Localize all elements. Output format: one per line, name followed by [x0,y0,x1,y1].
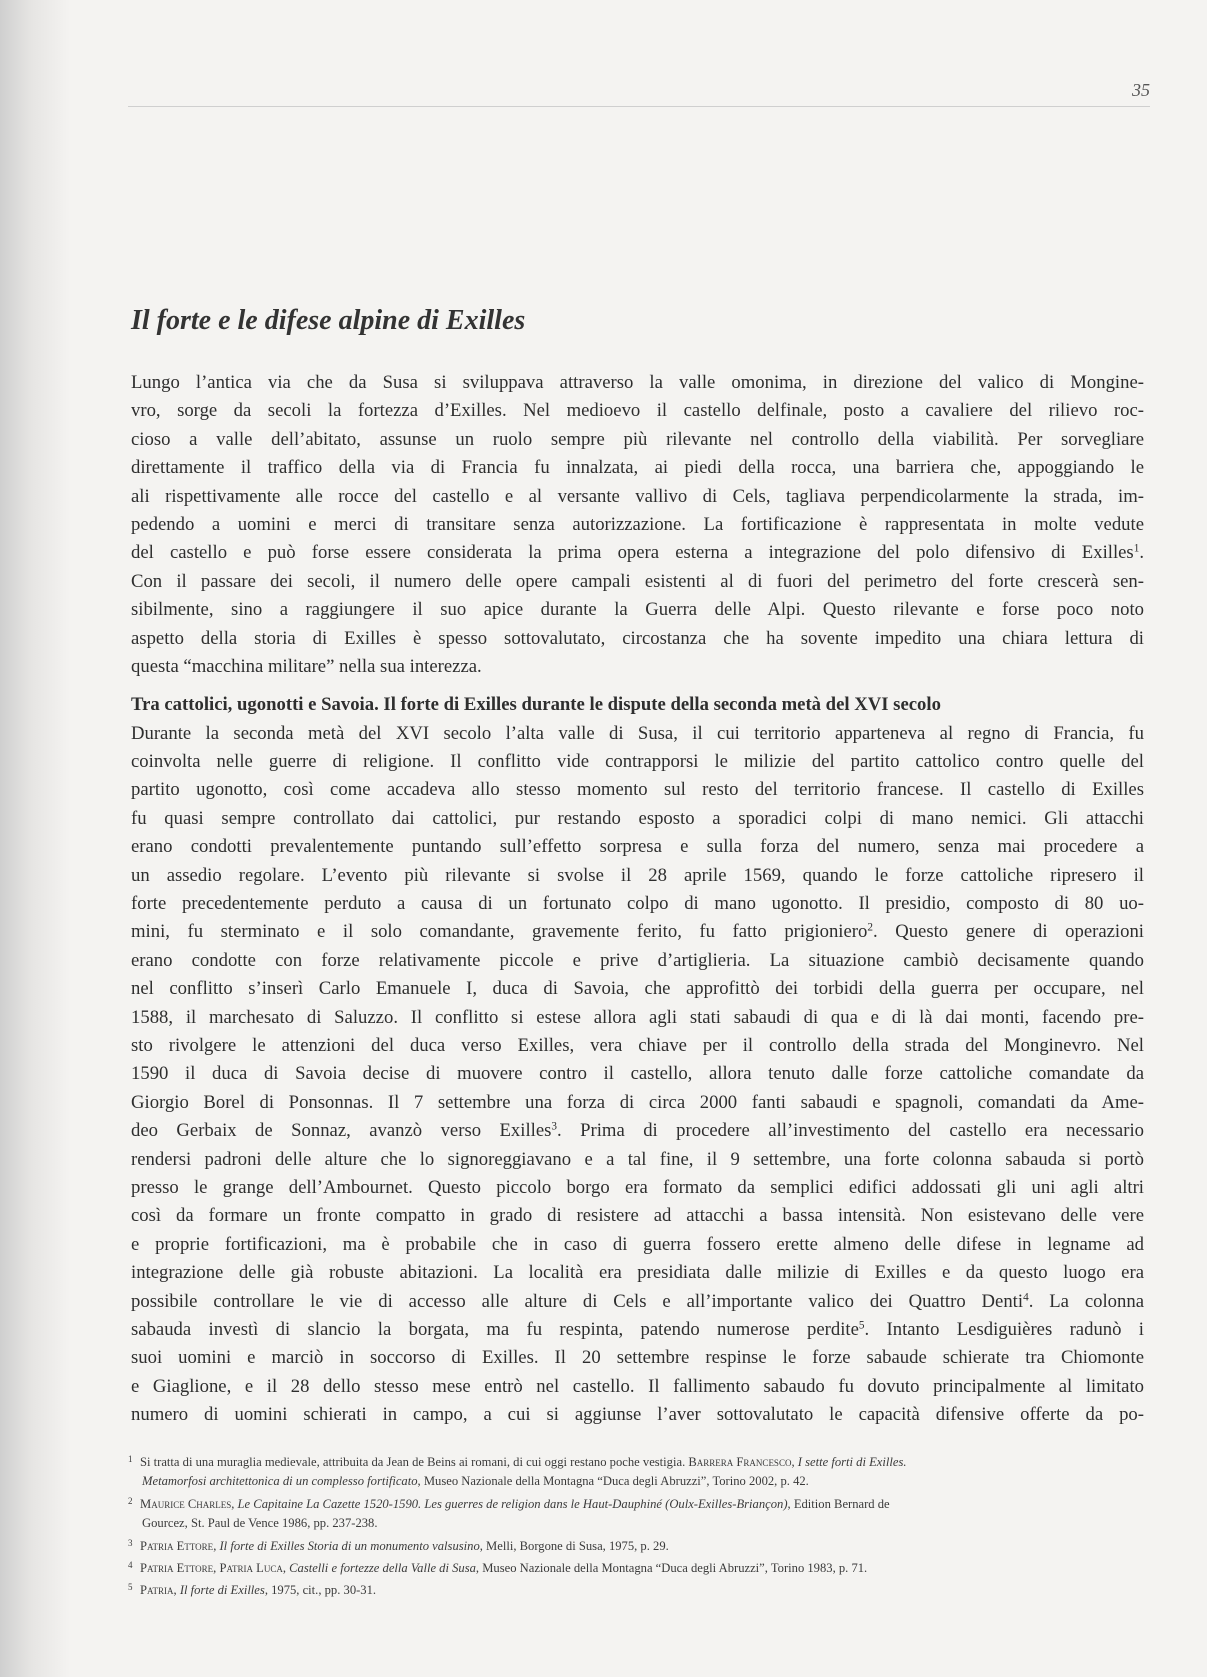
section-line: fu quasi sempre controllato dai cattolici, pur restando esposto a sporadici colpi di mano nemici. Gli attacchi [131,807,1144,829]
footnote-mark: 2 [128,1495,133,1506]
section-line: coinvolta nelle guerre di religione. Il conflitto vide contrapporsi le milizie del partito cattolico contro quelle del [131,751,1144,773]
footnote-title: Le Capitaine La Cazette 1520-1590. Les guerres de religion dans le Haut-Dauphiné (Oulx-Exilles-Briançon) [237,1496,788,1511]
footnote-mark: 4 [128,1560,133,1571]
footnote-text: , 1975, cit., pp. 30-31. [264,1583,377,1598]
footnote-4 [128,1556,1146,1578]
footnote-mark: 3 [128,1537,133,1548]
footnote-2 [128,1492,1146,1514]
footnote-title: Castelli e fortezze della Valle di Susa [289,1561,476,1576]
footnote-ref: 3 [551,1120,558,1133]
section-line-with-note [131,1316,1144,1344]
section-line-text: . La colonna [1028,1290,1144,1312]
section-line: e Giaglione, e il 28 dello stesso mese entrò nel castello. Il fallimento sabaudo fu dovuto principalmente al limitato [131,1375,1144,1397]
section-line: così da formare un fronte compatto in grado di resistere ad attacchi a bassa intensità. Non esistevano delle vere [131,1205,1144,1227]
section-heading: Tra cattolici, ugonotti e Savoia. Il forte di Exilles durante le dispute della seconda metà del XVI secolo [131,694,941,716]
footnote-ref: 4 [1023,1290,1029,1303]
section-line: presso le grange dell’Ambournet. Questo piccolo borgo era formato da semplici edifici addossati gli uni agli altri [131,1176,1144,1198]
footnotes [128,1450,1146,1601]
footnote-title: Il forte di Exilles Storia di un monumento valsusino [219,1538,480,1553]
intro-line-with-note: del castello e può forse essere considerata la prima opera esterna a integrazione del polo difensivo di Exilles$^1$. [131,542,1144,564]
section-line-text: mini, fu sterminato e il solo comandante, gravemente ferito, fu fatto prigioniero [131,921,868,943]
page-number: 35 [1132,80,1150,100]
footnote-text: Gourcez, St. Paul de Vence 1986, pp. 237-238. [142,1516,378,1531]
footnote-ref: 5 [858,1319,865,1332]
section-line: Durante la seconda metà del XVI secolo l’alta valle di Susa, il cui territorio apparteneva al regno di Francia, fu [131,722,1144,744]
footnote-sep: , [282,1561,290,1576]
footnote-mark: 5 [128,1582,133,1593]
footnote-text: , Museo Nazionale della Montagna “Duca degli Abruzzi”, Torino 1983, p. 71. [475,1561,868,1576]
intro-line: direttamente il traffico della via di Francia fu innalzata, ai piedi della rocca, una barriera che, appoggiando le [131,457,1144,479]
footnote-ref: 2 [867,921,873,934]
footnote-ref: 1 [1133,542,1140,555]
footnote-1-cont [128,1472,1146,1491]
section-line: erano condotti prevalentemente puntando sull’effetto sorpresa e sulla forza del numero, senza mai procedere a [131,836,1144,858]
section-line-with-note [131,918,1144,946]
intro-line: cioso a valle dell’abitato, assunse un ruolo sempre più rilevante nel controllo della viabilità. Per sorvegliare [131,428,1144,450]
page-edge-shadow [0,0,70,1677]
footnote-author: Patria Ettore, Patria Luca [140,1561,283,1576]
footnote-title: Il forte di Exilles [179,1583,265,1598]
body-text [131,369,1144,1429]
section-line: suoi uomini e marciò in soccorso di Exilles. Il 20 settembre respinse le forze sabaude schierate tra Chiomonte [131,1347,1144,1369]
section-line: 1590 il duca di Savoia decise di muovere contro il castello, allora tenuto dalle forze cattoliche comandate da [131,1063,1144,1085]
footnote-title: Metamorfosi architettonica di un complesso fortificato [142,1474,418,1489]
footnote-sep: , [791,1455,798,1469]
footnote-sep: , [173,1583,180,1598]
footnote-author: Barrera Francesco [688,1455,792,1469]
paragraph-gap [131,681,1144,691]
intro-line: sibilmente, sino a raggiungere il suo apice durante la Guerra delle Alpi. Questo rilevante e forse poco noto [131,599,1144,621]
footnote-sep: , [231,1496,238,1511]
section-line-with-note [131,1288,1144,1316]
section-line: nel conflitto s’inserì Carlo Emanuele I, duca di Savoia, che approfittò dei torbidi della guerra per occupare, nel [131,978,1144,1000]
section-line-text: sabauda investì di slancio la borgata, ma fu respinta, patendo numerose perdite [131,1318,859,1340]
section-line-text: deo Gerbaix de Sonnaz, avanzò verso Exilles [131,1120,552,1142]
footnote-2-cont [128,1514,1146,1533]
section-line: Giorgio Borel di Ponsonnas. Il 7 settembre una forza di circa 2000 fanti sabaudi e spagnoli, comandati da Ame- [131,1091,1144,1113]
footnote-text: Si tratta di una muraglia medievale, attribuita da Jean de Beins ai romani, di cui oggi restano poche vestigia. [140,1455,689,1469]
header-rule [128,106,1150,107]
section-line-text: . Intanto Lesdiguières radunò i [864,1318,1144,1340]
footnote-text: , Edition Bernard de [787,1496,890,1511]
section-line-text: . Prima di procedere all’investimento del castello era necessario [557,1120,1144,1142]
intro-line: Con il passare dei secoli, il numero delle opere campali esistenti al di fuori del perimetro del forte crescerà sen- [131,570,1144,592]
footnote-mark: 1 [128,1454,133,1464]
section-line: integrazione delle già robuste abitazioni. La località era presidiata dalle milizie di Exilles e da questo luogo era [131,1262,1144,1284]
footnote-5 [128,1578,1146,1600]
intro-line-text: del castello e può forse essere considerata la prima opera esterna a integrazione del polo difensivo di Exilles [131,542,1134,564]
section-line: e proprie fortificazioni, ma è probabile che in caso di guerra fossero erette almeno delle difese in legname ad [131,1233,1144,1255]
footnote-text: , Museo Nazionale della Montagna “Duca degli Abruzzi”, Torino 2002, p. 42. [417,1474,809,1489]
footnote-title: I sette forti di Exilles. [797,1455,907,1469]
footnote-author: Patria Ettore [140,1538,214,1553]
section-line: rendersi padroni delle alture che lo signoreggiavano e a tal fine, il 9 settembre, una forte colonna sabauda si portò [131,1148,1144,1170]
section-line-text: possibile controllare le vie di accesso alle alture di Cels e all’importante valico dei Quattro Denti [131,1290,1024,1312]
section-line: sto rivolgere le attenzioni del duca verso Exilles, vera chiave per il controllo della strada del Monginevro. Nel [131,1034,1144,1056]
section-line-with-note [131,1117,1144,1145]
footnote-1 [128,1450,1146,1472]
intro-line: pedendo a uomini e merci di transitare senza autorizzazione. La fortificazione è rappresentata in molte vedute [131,513,1144,535]
section-line: erano condotte con forze relativamente piccole e prive d’artiglieria. La situazione cambiò decisamente quando [131,949,1144,971]
footnote-3 [128,1534,1146,1556]
section-line: partito ugonotto, così come accadeva allo stesso momento sul resto del territorio francese. Il castello di Exilles [131,779,1144,801]
intro-line: aspetto della storia di Exilles è spesso sottovalutato, circostanza che ha sovente impedito una chiara lettura di [131,627,1144,649]
intro-line: questa “macchina militare” nella sua interezza. [131,655,482,677]
footnote-sep: , [213,1538,220,1553]
section-line-text: . Questo genere di operazioni [872,921,1144,943]
footnote-author: Maurice Charles [140,1496,232,1511]
footnote-text: , Melli, Borgone di Susa, 1975, p. 29. [479,1538,669,1553]
section-line: un assedio regolare. L’evento più rilevante si svolse il 28 aprile 1569, quando le forze cattoliche ripresero il [131,864,1144,886]
intro-line: vro, sorge da secoli la fortezza d’Exilles. Nel medioevo il castello delfinale, posto a cavaliere del rilievo roc- [131,400,1144,422]
intro-line: ali rispettivamente alle rocce del castello e al versante vallivo di Cels, tagliava perpendicolarmente la strada, im- [131,485,1144,507]
chapter-title: Il forte e le difese alpine di Exilles [131,305,526,336]
footnote-author: Patria [140,1583,174,1598]
intro-line: Lungo l’antica via che da Susa si sviluppava attraverso la valle omonima, in direzione del valico di Mongine- [131,372,1144,393]
section-line: numero di uomini schierati in campo, a cui si aggiunse l’aver sottovalutato le capacità difensive offerte da po- [131,1404,1144,1426]
section-line: 1588, il marchesato di Saluzzo. Il conflitto si estese allora agli stati sabaudi di qua e di là dai monti, facendo pre- [131,1006,1144,1028]
section-line: forte precedentemente perduto a causa di un fortunato colpo di mano ugonotto. Il presidio, composto di 80 uo- [131,893,1144,915]
